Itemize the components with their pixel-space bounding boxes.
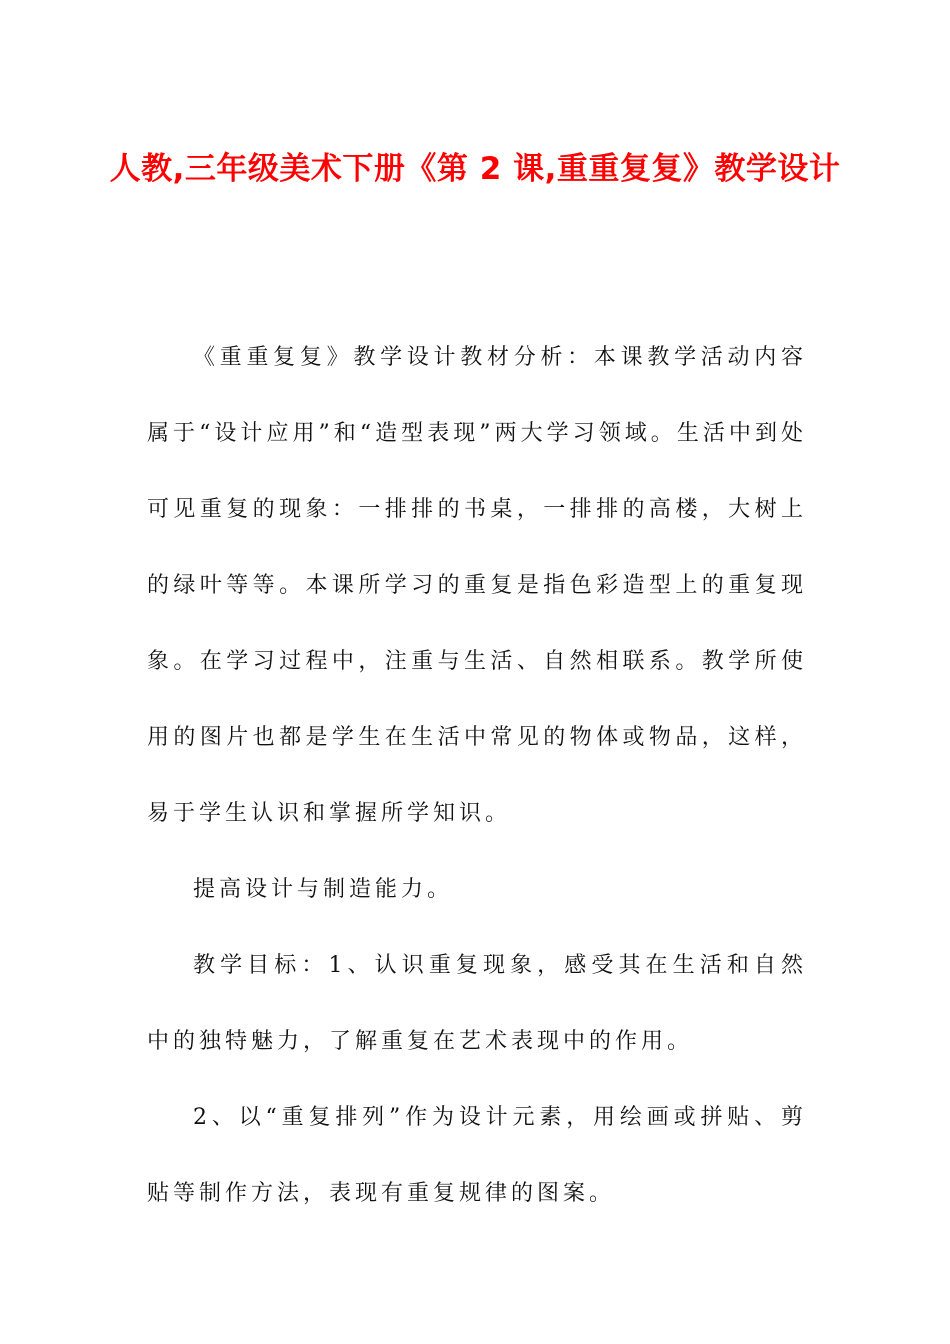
paragraph-teaching-goal-1: 教学目标：1、认识重复现象，感受其在生活和自然中的独特魅力，了解重复在艺术表现中的作用。 <box>147 953 807 1054</box>
document-body <box>147 320 807 1232</box>
document-title: 人教,三年级美术下册《第 2 课,重重复复》教学设计 <box>109 151 841 187</box>
paragraph-teaching-goal-2: 2、以“重复排列”作为设计元素，用绘画或拼贴、剪贴等制作方法，表现有重复规律的图案。 <box>147 1105 807 1206</box>
paragraph-textbook-analysis: 《重重复复》教学设计教材分析：本课教学活动内容属于“设计应用”和“造型表现”两大学习领域。生活中到处可见重复的现象：一排排的书桌，一排排的高楼，大树上的绿叶等等。本课所学习的重复是指色彩造型上的重复现象。在学习过程中，注重与生活、自然相联系。教学所使用的图片也都是学生在生活中常见的物体或物品，这样，易于学生认识和掌握所学知识。 <box>147 345 807 826</box>
paragraph-design-ability: 提高设计与制造能力。 <box>193 877 454 902</box>
